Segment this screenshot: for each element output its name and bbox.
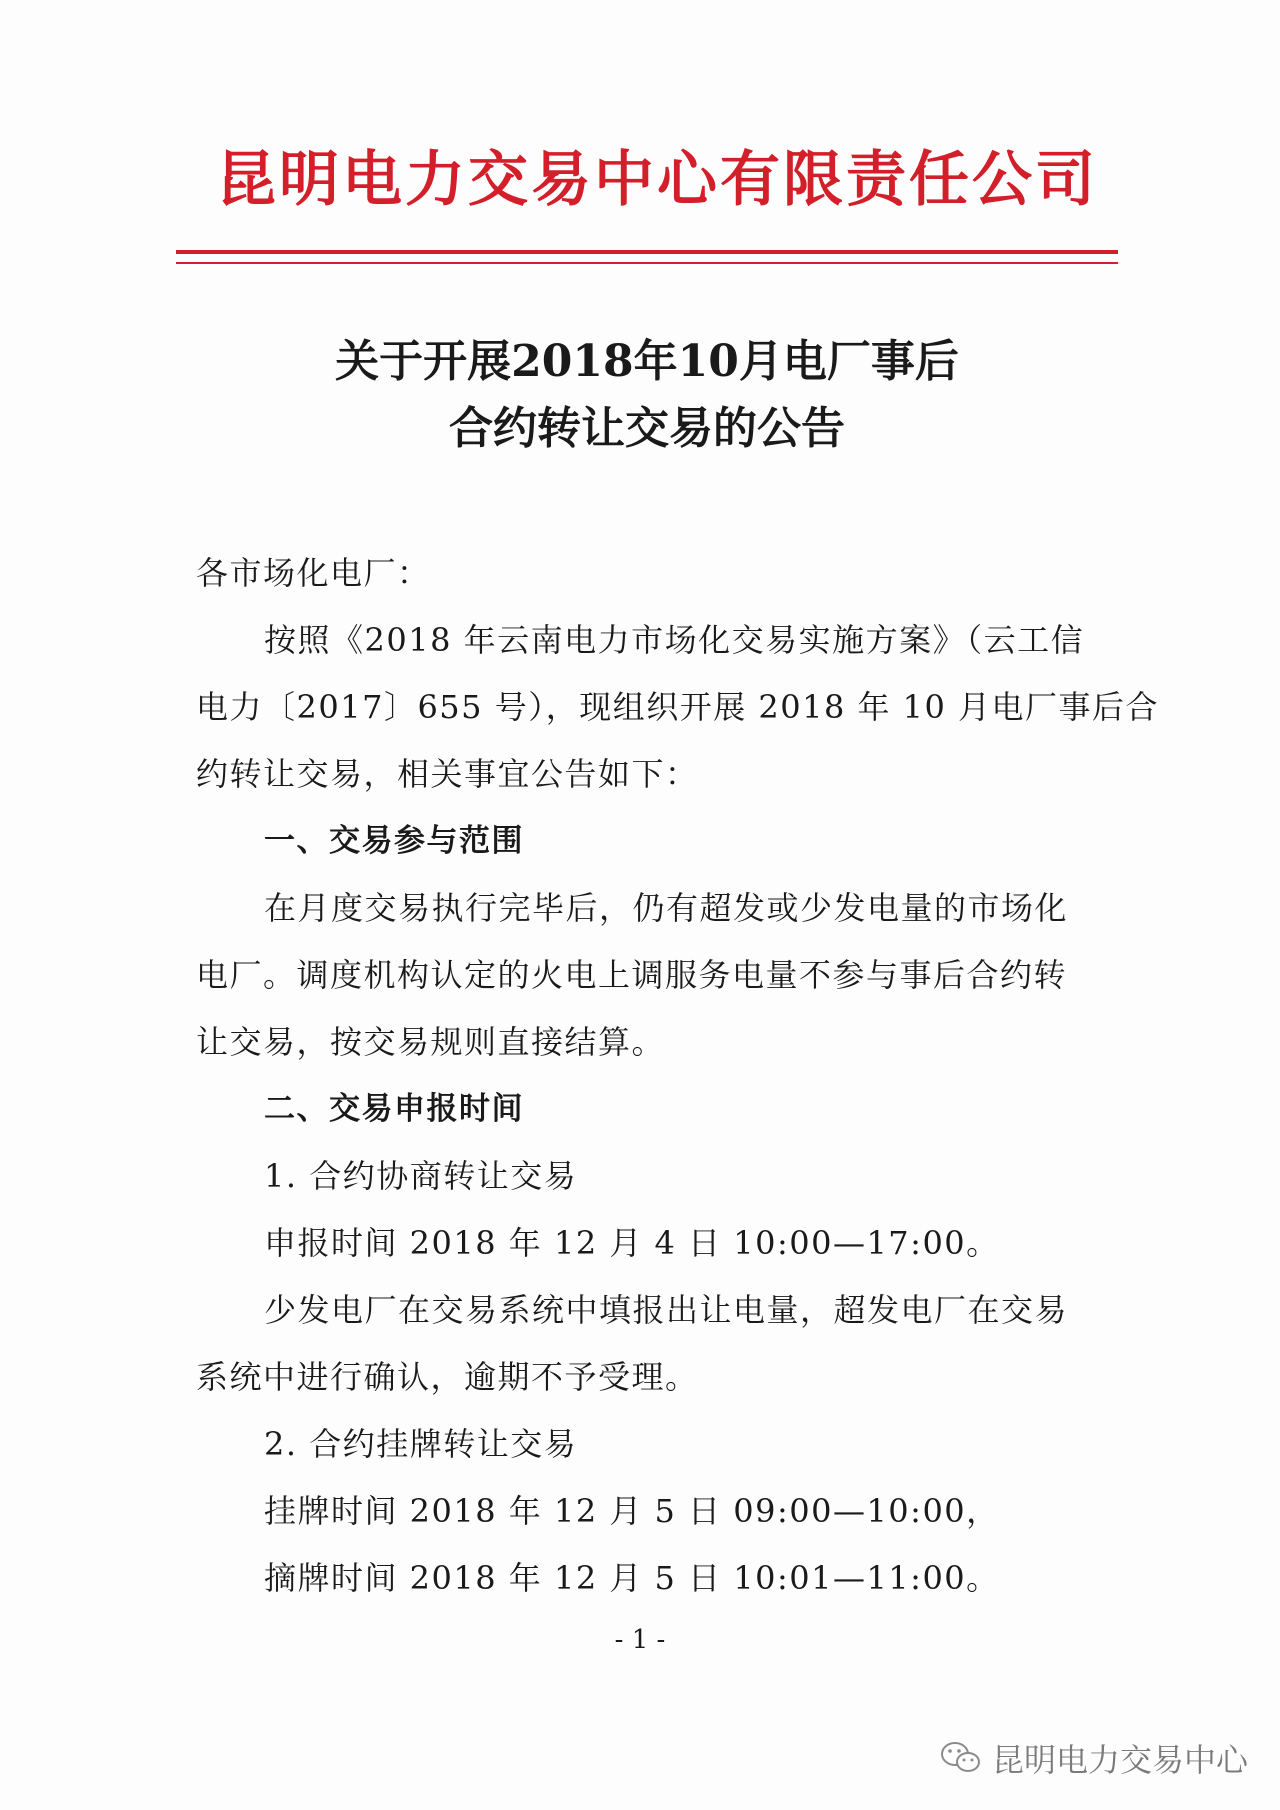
intro-line: 约转让交易，相关事宜公告如下： <box>196 755 699 793</box>
letterhead-rule-thin <box>176 262 1118 264</box>
section1-line: 在月度交易执行完毕后，仍有超发或少发电量的市场化 <box>264 889 1069 927</box>
item1-title: 1. 合约协商转让交易 <box>264 1157 578 1195</box>
letterhead-rule-thick <box>176 250 1118 254</box>
document-title-line1: 关于开展2018年10月电厂事后 <box>335 336 959 387</box>
section1-line: 让交易，按交易规则直接结算。 <box>196 1023 666 1061</box>
intro-line: 电力〔2017〕655 号），现组织开展 2018 年 10 月电厂事后合 <box>196 688 1160 726</box>
document-body <box>196 540 1160 1612</box>
org-letterhead: 昆明电力交易中心有限责任公司 <box>216 145 1098 215</box>
item2-listing-time: 挂牌时间 2018 年 12 月 5 日 09:00—10:00， <box>264 1492 1000 1530</box>
item1-time: 申报时间 2018 年 12 月 4 日 10:00—17:00。 <box>264 1224 1000 1262</box>
intro-line: 按照《2018 年云南电力市场化交易实施方案》（云工信 <box>264 621 1085 659</box>
watermark-text: 昆明电力交易中心 <box>992 1741 1249 1779</box>
salutation: 各市场化电厂： <box>196 554 431 592</box>
item2-title: 2. 合约挂牌转让交易 <box>264 1425 578 1463</box>
item1-desc-line: 少发电厂在交易系统中填报出让电量，超发电厂在交易 <box>264 1291 1069 1329</box>
section1-heading: 一、交易参与范围 <box>264 823 524 859</box>
section1-line: 电厂。调度机构认定的火电上调服务电量不参与事后合约转 <box>196 956 1068 994</box>
wechat-icon <box>940 1740 982 1776</box>
wechat-watermark <box>940 1735 1248 1781</box>
section2-heading: 二、交易申报时间 <box>264 1091 524 1127</box>
page-number: - 1 - <box>614 1625 666 1655</box>
item2-delisting-time: 摘牌时间 2018 年 12 月 5 日 10:01—11:00。 <box>264 1559 1000 1597</box>
item1-desc-line: 系统中进行确认，逾期不予受理。 <box>196 1358 699 1396</box>
document-title-line2: 合约转让交易的公告 <box>449 403 845 454</box>
